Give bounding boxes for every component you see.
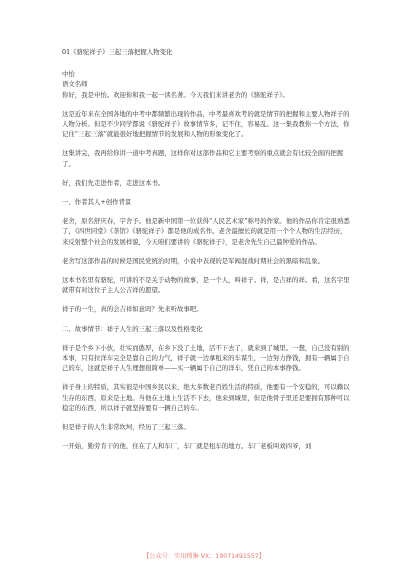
watermark-footer: 【公众号：实用搜集·VX：19071491557】 [143, 553, 265, 560]
paragraph-background: 老舍写这部作品的时候是国民党统治时期，小说中表现的是军阀混战时期社会的黑暗和乱象。 [62, 256, 325, 265]
paragraph-lao-she: 老舍，原名舒庆春，字舍予。他是新中国第一位获得“人民艺术家”称号的作家。他的作品你肯定很熟悉了，《四世同堂》《茶馆》《骆驼祥子》都是他的成名作。老舍最擅长的就是用一个个人物的生活经历，来反射整个社会的发展样貌，今天咱们要讲的《骆驼祥子》，是老舍先生自己最钟爱的作品。 [62, 217, 350, 246]
paragraph-first-rise: 一开始，勤劳肯干的他，住在了人和车厂，车厂就是租车的地方。车厂老板叫刘四爷，刘 [62, 442, 312, 451]
section-heading-plot: 二、故事情节：祥子人生的三起三落以及性格变化 [62, 324, 203, 333]
paragraph-ups-downs: 但是祥子的人生非常坎坷，经历了三起三落。 [62, 423, 190, 432]
author-role: 语文名师 [62, 80, 88, 89]
author-name: 中怡 [62, 70, 75, 79]
document-body [62, 47, 352, 451]
paragraph-greeting: 你好，我是申怡。欢迎你和我一起一读名著。今天我们来讲老舍的《骆驼祥子》。 [62, 90, 289, 99]
paragraph-transition: 好，我们先走进作者，走进这本书。 [62, 178, 165, 187]
section-heading-author: 一、作者其人+创作背景 [62, 198, 132, 207]
paragraph-question: 祥子的一生，真的会吉祥如意吗？先来听故事吧。 [62, 305, 203, 314]
paragraph-book-name: 这本书名里有骆驼，可讲的不是关于动物的故事，是一个人，叫祥子。祥，是吉祥的祥。看，这名字里就带有对这位子主人公吉祥的愿望。 [62, 276, 350, 295]
paragraph-xiangzi-traits: 祥子身上的特质，其实很是中国乡民以来，绝大多数老百姓生活的特质，他要有一个安稳的，可以赖以生存的东西，原来是土地。当他在土地上生活不下去，他来到城里，但是他骨子里还是要拥有那种可以稳定的东西，所以祥子就坚持要有一辆自己的车。 [62, 383, 350, 412]
paragraph-xiangzi-intro: 祥子是个乡下小伙，壮实而憨厚，在乡下没了土地，活不下去了，就来到了城里。一想，自己没有别的本事，只有拉洋车完全是靠自己的力气，祥子就一边拿租来的车谋生，一边努力挣钱，拥有一辆属于自己的车，这就是祥子人生理想很简单——买一辆属于自己的洋车，凭自己的本事挣钱。 [62, 343, 350, 373]
paragraph-intro: 这是近年来在全国各地的中考中都频繁出现的作品，中考最喜欢考的就是情节的把握和主要人物祥子的人物分析。但是不少同学都说《骆驼祥子》故事情节多，记不住，容易乱。这一集我教你一个方法，你记住“三起三落”就能很好地把握情节的发展和人物的形象变化了。 [62, 109, 350, 139]
paragraph-preview: 这集讲完，我再给你讲一道中考真题，这样你对这部作品和它主要考察的重点就会有比较全面的把握了。 [62, 149, 344, 168]
document-title: 01《骆驼祥子》三起三落把握人物变化 [62, 48, 173, 56]
